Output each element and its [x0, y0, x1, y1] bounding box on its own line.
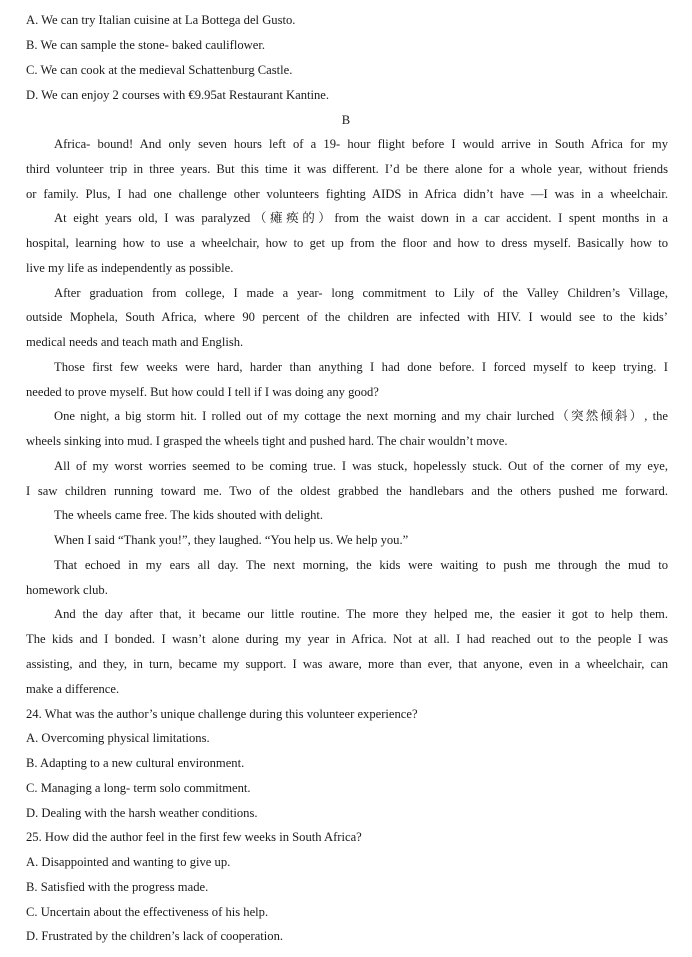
option-c-prev: C. We can cook at the medieval Schattenburg Castle. — [26, 63, 293, 77]
passage-line: needed to prove myself. But how could I tell if I was doing any good? — [26, 385, 379, 399]
passage-line: or family. Plus, I had one challenge other volunteers fighting AIDS in Africa didn’t have —I was in a wheelchair. — [26, 187, 668, 201]
q24-option-d: D. Dealing with the harsh weather conditions. — [26, 806, 258, 820]
passage-line: After graduation from college, I made a year- long commitment to Lily of the Valley Children’s Village, — [54, 286, 668, 300]
passage-line: One night, a big storm hit. I rolled out of my cottage the next morning and my chair lurched（突然倾斜）, the — [54, 409, 668, 423]
passage-line: And the day after that, it became our little routine. The more they helped me, the easier it got to help them. — [54, 607, 668, 621]
q25-option-b: B. Satisfied with the progress made. — [26, 880, 209, 894]
passage-line: homework club. — [26, 583, 108, 597]
passage-line: Africa- bound! And only seven hours left of a 19- hour flight before I would arrive in South Africa for my — [54, 137, 668, 151]
passage-line: The wheels came free. The kids shouted with delight. — [54, 508, 324, 522]
passage-line: Those first few weeks were hard, harder than anything I had done before. I forced myself to keep trying. I — [54, 360, 668, 374]
option-d-prev: D. We can enjoy 2 courses with €9.95at Restaurant Kantine. — [26, 88, 330, 102]
question-24-stem: 24. What was the author’s unique challenge during this volunteer experience? — [26, 707, 418, 721]
passage-line: hospital, learning how to use a wheelchair, how to get up from the floor and how to dress myself. Basically how to — [26, 236, 668, 250]
passage-line: All of my worst worries seemed to be coming true. I was stuck, hopelessly stuck. Out of the corner of my eye, — [54, 459, 668, 473]
option-b-prev: B. We can sample the stone- baked cauliflower. — [26, 38, 266, 52]
passage-line: At eight years old, I was paralyzed（瘫痪的）from the waist down in a car accident. I spent months in a — [54, 211, 668, 225]
passage-line: make a difference. — [26, 682, 120, 696]
q25-option-a: A. Disappointed and wanting to give up. — [26, 855, 231, 869]
passage-line: wheels sinking into mud. I grasped the wheels tight and pushed hard. The chair wouldn’t move. — [26, 434, 508, 448]
section-label: B — [341, 113, 351, 127]
passage-line: third volunteer trip in three years. But this time it was different. I’d be there alone for a whole year, without friends — [26, 162, 668, 176]
passage-line: The kids and I bonded. I wasn’t alone during my year in Africa. Not at all. I had reached out to the people I was — [26, 632, 668, 646]
q25-option-d: D. Frustrated by the children’s lack of cooperation. — [26, 929, 284, 943]
passage-line: outside Mophela, South Africa, where 90 percent of the children are infected with HIV. I would see to the kids’ — [26, 310, 668, 324]
q25-option-c: C. Uncertain about the effectiveness of his help. — [26, 905, 269, 919]
q24-option-c: C. Managing a long- term solo commitment. — [26, 781, 251, 795]
q24-option-a: A. Overcoming physical limitations. — [26, 731, 210, 745]
passage-line: That echoed in my ears all day. The next morning, the kids were waiting to push me through the mud to — [54, 558, 668, 572]
passage-line: live my life as independently as possible. — [26, 261, 234, 275]
q24-option-b: B. Adapting to a new cultural environment. — [26, 756, 245, 770]
passage-line: assisting, and they, in turn, became my support. I was aware, more than ever, that anyone, even in a wheelchair, can — [26, 657, 668, 671]
passage-line: I saw children running toward me. Two of the oldest grabbed the handlebars and the others pushed me forward. — [26, 484, 668, 498]
option-a-prev: A. We can try Italian cuisine at La Bottega del Gusto. — [26, 13, 296, 27]
question-25-stem: 25. How did the author feel in the first few weeks in South Africa? — [26, 830, 362, 844]
passage-line: When I said “Thank you!”, they laughed. “You help us. We help you.” — [54, 533, 409, 547]
passage-line: medical needs and teach math and English. — [26, 335, 244, 349]
